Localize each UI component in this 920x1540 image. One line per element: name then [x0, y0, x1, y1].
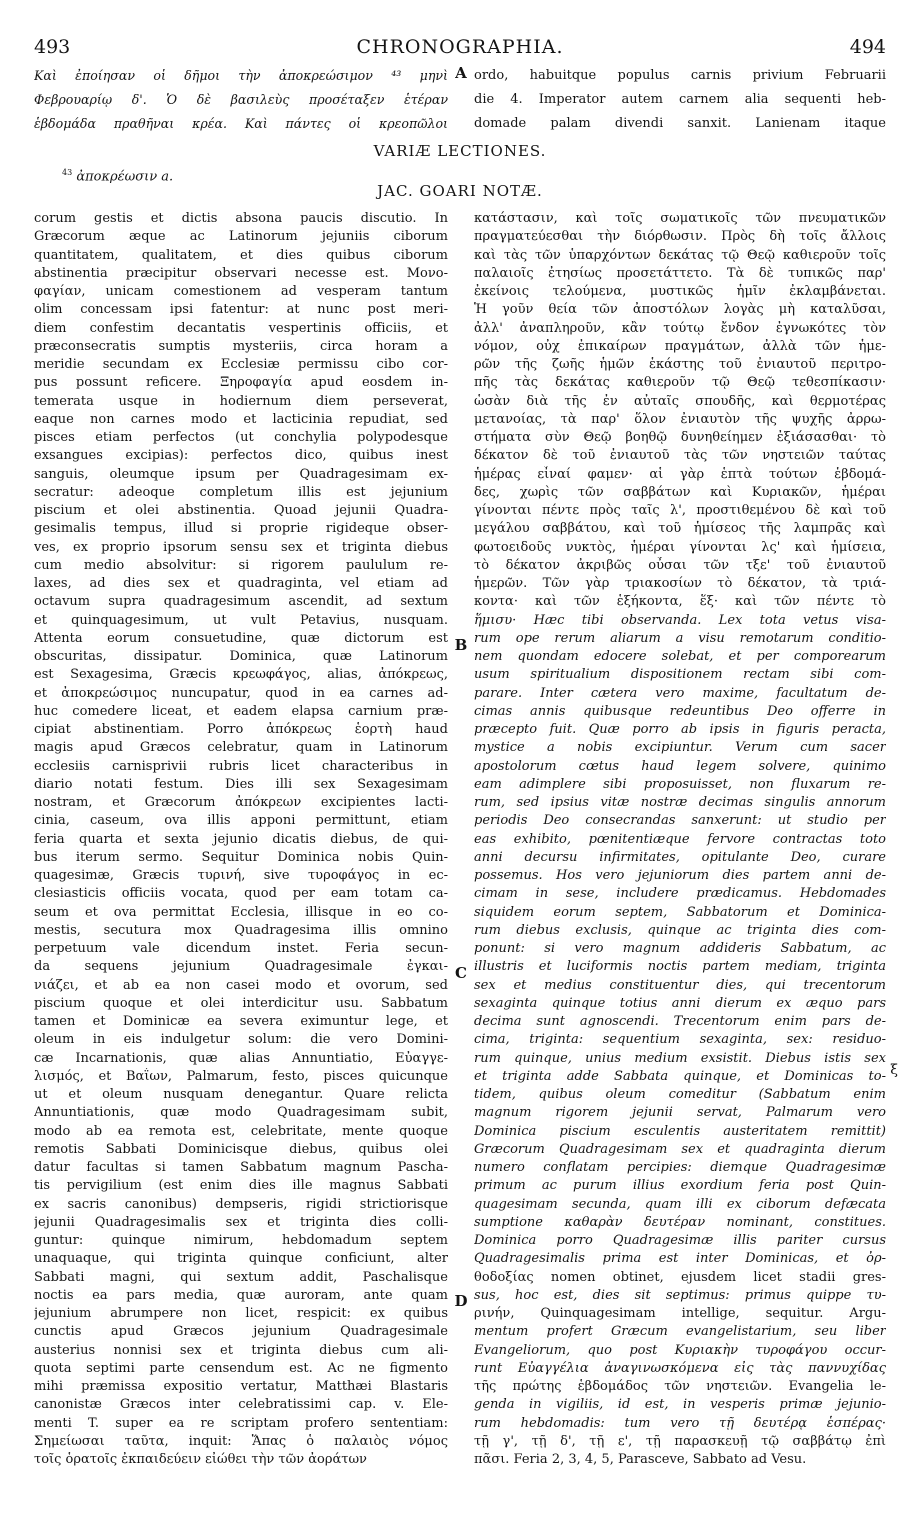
text-line: cæ Incarnationis, quæ alias Annuntiatio, Εὐαγγε-	[34, 1050, 448, 1066]
text-line: meridie secundam ex Ecclesiæ permissu cibo cor-	[34, 357, 448, 372]
text-line: rum diebus exclusis, quinque ac triginta dies com-	[474, 922, 886, 938]
text-line: rum hebdomadis: tum vero τῇ δευτέρᾳ ἑσπέρας·	[474, 1415, 886, 1431]
text-line: πραγματεύεσθαι τὴν διόρθωσιν. Πρὸς δὴ τοῖς ἄλλοις	[474, 229, 886, 245]
text-line: guntur: quinque nimirum, hebdomadum septem	[34, 1233, 448, 1248]
text-line: datur facultas si tamen Sabbatum magnum Pascha-	[34, 1160, 448, 1175]
text-line: ρινήν, Quinquagesimam intellige, sequitur. Argu-	[474, 1306, 886, 1321]
text-line: austerius nonnisi sex et triginta diebus cum ali-	[34, 1342, 448, 1358]
text-line: mihi præmissa expositio vertatur, Matthæi Blastaris	[34, 1379, 448, 1394]
text-line: possemus. Hos vero jejuniorum dies partem anni de-	[474, 868, 886, 883]
text-line: sus, hoc est, dies sit septimus: primus quippe τυ-	[474, 1287, 886, 1303]
text-line: τοῖς ὁρατοῖς ἐκπαιδεύειν εἰώθει τὴν τῶν ἀοράτων	[34, 1452, 367, 1467]
text-line: parare. Inter cætera vero maxime, facultatum de-	[474, 685, 886, 701]
text-line: cimas annis quibusque redeuntibus Deo offerre in	[474, 703, 886, 719]
text-line: abstinentia præcipitur observari necesse est. Μονο-	[34, 265, 448, 281]
text-line: πᾶσι. Feria 2, 3, 4, 5, Parasceve, Sabbato ad Vesu.	[474, 1452, 807, 1467]
text-line: diem confestim decantatis vespertinis officiis, et	[34, 320, 448, 336]
text-line: Evangeliorum, quo post Κυριακὴν τυροφάγου occur-	[474, 1342, 886, 1358]
text-line: runt Εὐαγγέλια ἀναγινωσκόμενα εἰς τὰς παννυχίδας	[474, 1360, 886, 1376]
text-line: δες, χωρὶς τῶν σαββάτων καὶ Κυριακῶν, ἡμέραι	[474, 484, 886, 500]
text-line: ἡμερῶν. Τῶν γὰρ τριακοσίων τὸ δέκατον, τὰ τριά-	[474, 576, 886, 591]
text-line: ἡμέρας εἶναί φαμεν· αἱ γὰρ ἑπτὰ τούτων ἑβδομά-	[474, 466, 886, 482]
main-text	[34, 64, 886, 136]
page-number-right: 494	[849, 36, 886, 58]
variant-note-text: ἀποκρέωσιν a.	[76, 169, 174, 185]
text-line: κατάστασιν, καὶ τοῖς σωματικοῖς τῶν πνευματικῶν	[474, 211, 886, 226]
text-line: γίνονται πέντε πρὸς ταῖς λ', προστιθεμένου δὲ καὶ τοῦ	[474, 503, 886, 518]
text-line: ἐκείνοις τελούμενα, μυστικῶς ἡμῖν ἐκλαμβάνεται.	[474, 284, 886, 299]
text-line: eam adimplere sibi proposuisset, non fluxarum re-	[474, 776, 886, 792]
text-line: perpetuum vale dicendum instet. Feria secun-	[34, 941, 448, 956]
text-line: νόμον, οὐχ ἐπικαίρων πραγμάτων, ἀλλὰ τῶν ἡμε-	[474, 338, 886, 354]
text-line: rum quinque, unius medium exsistit. Diebus istis sex	[474, 1050, 886, 1066]
text-line: est Sexagesima, Græcis κρεωφάγος, alias, ἀπόκρεως,	[34, 667, 448, 683]
text-line: πῆς τὰς δεκάτας καθιεροῦν τῷ Θεῷ τεθεσπίκασιν·	[474, 375, 886, 391]
text-line: cima, triginta: sequentium sexaginta, sex: residuo-	[474, 1032, 886, 1048]
text-line: unaquaque, qui triginta quinque conficiunt, alter	[34, 1251, 448, 1267]
text-line: et ἀποκρεώσιμος nuncupatur, quod in ea carnes ad-	[34, 685, 448, 701]
text-line: Græcorum æque ac Latinorum jejuniis ciborum	[34, 229, 448, 245]
text-line: quagesimæ, Græcis τυρινή, sive τυροφάγος in ec-	[34, 868, 448, 883]
text-line: tidem, quibus oleum comeditur (Sabbatum enim	[474, 1087, 886, 1102]
text-line: ρῶν τῆς ζωῆς ἡμῶν ἑκάστης τοῦ ἐνιαυτοῦ περιτρο-	[474, 357, 886, 372]
text-line: corum gestis et dictis absona paucis discutio. In	[34, 211, 448, 226]
text-line: sumptione καθαρὰν δευτέραν nominant, constitues.	[474, 1214, 886, 1230]
text-line: ut et oleum nusquam denegantur. Quare relicta	[34, 1087, 448, 1102]
text-line: κοντα· καὶ τῶν ἑξήκοντα, ἕξ· καὶ τῶν πέντε τὸ	[474, 594, 886, 610]
text-line: nostram, et Græcorum ἀπόκρεων excipientes lacti-	[34, 795, 448, 810]
text-line: Σημείωσαι ταῦτα, inquit: Ἅπας ὁ παλαιὸς νόμος	[34, 1433, 448, 1449]
text-line: eaque non carnes modo et lacticinia repudiat, sed	[34, 411, 448, 427]
text-line: exsangues excipias): perfectos dico, quibus inest	[34, 448, 448, 464]
text-line: cum medio absolvitur: si rigorem paululum re-	[34, 557, 448, 573]
text-line: oleum in eis indulgetur solum: die vero Domini-	[34, 1032, 448, 1048]
text-line: θοδοξίας nomen obtinet, ejusdem licet stadii gres-	[474, 1269, 886, 1285]
text-line: mystice a nobis excipiuntur. Verum cum sacer	[474, 740, 886, 756]
text-line: periodis Deo consecrandas sanxerunt: ut studio per	[474, 813, 886, 829]
text-line: cipiat abstinentiam. Porro ἀπόκρεως ἑορτὴ haud	[34, 722, 448, 737]
text-line: numero conflatam percipies: diemque Quadragesimæ	[474, 1160, 886, 1175]
text-line: remotis Sabbati Dominicisque diebus, quibus olei	[34, 1141, 448, 1157]
running-header	[34, 34, 886, 60]
text-line: ἑβδομάδα πραθῆναι κρέα. Καὶ πάντες οἱ κρεοπῶλοι	[34, 116, 448, 131]
latin-main-text	[474, 64, 886, 136]
text-line: secratur: adeoque completum illis est jejunium	[34, 484, 448, 500]
column-marker-a: A	[455, 64, 467, 82]
column-marker-c: C	[455, 964, 467, 982]
text-line: pus possunt reficere. Ξηροφαγία apud eosdem in-	[34, 375, 448, 391]
text-line: anni decursu infirmitates, opitulante Deo, curare	[474, 849, 886, 865]
text-line: Dominica porro Quadragesimæ illis pariter cursus	[474, 1233, 886, 1248]
text-line: ecclesiis carnisprivii rubris licet characteribus in	[34, 758, 448, 774]
greek-main-text	[34, 64, 448, 136]
text-line: νιάζει, et ab ea non casei modo et ovorum, sed	[34, 977, 448, 993]
text-line: sex et medius constituentur dies, qui trecentorum	[474, 977, 886, 993]
margin-mark: ξ	[890, 1062, 898, 1078]
text-line: καὶ τὰς τῶν ὑπαρχόντων δεκάτας τῷ Θεῷ καθιεροῦν τοῖς	[474, 247, 886, 263]
page-number-left: 493	[34, 36, 71, 58]
text-line: tis pervigilium (est enim dies ille magnus Sabbati	[34, 1178, 448, 1194]
text-line: φωτοειδοῦς νυκτὸς, ἡμέραι γίνονται λς' καὶ ἡμίσεια,	[474, 539, 886, 555]
text-line: ordo, habuitque populus carnis privium Februarii	[474, 68, 886, 83]
text-line: λισμός, et Βαΐων, Palmarum, festo, pisces quicunque	[34, 1068, 448, 1084]
text-line: temerata usque in hodiernum diem perseverat,	[34, 393, 448, 409]
text-line: Græcorum Quadragesimam sex et quadraginta dierum	[474, 1141, 886, 1157]
text-line: Attenta eorum consuetudine, quæ dictorum est	[34, 630, 448, 646]
text-line: cunctis apud Græcos jejunium Quadragesimale	[34, 1324, 448, 1340]
text-line: mestis, secutura mox Quadragesima illis omnino	[34, 922, 448, 938]
text-line: domade palam divendi sanxit. Lanienam itaque	[474, 116, 886, 131]
text-line: bus iterum sermo. Sequitur Dominica nobis Quin-	[34, 849, 448, 865]
text-line: eas exhibito, pœnitentiæque fervore contractas toto	[474, 831, 886, 847]
variant-readings-heading: VARIÆ LECTIONES.	[373, 142, 547, 160]
text-line: ponunt: si vero magnum addideris Sabbatum, ac	[474, 941, 886, 956]
variant-note-number: 43	[62, 168, 73, 177]
text-line: modo ab ea remota est, celebritate, mente quoque	[34, 1123, 448, 1139]
text-line: octavum supra quadragesimum ascendit, ad sextum	[34, 594, 448, 610]
text-line: primum ac purum illius exordium feria post Quin-	[474, 1178, 886, 1194]
text-line: quagesimam secunda, quam illi ex ciborum defæcata	[474, 1196, 886, 1212]
text-line: sanguis, oleumque ipsum per Quadragesimam ex-	[34, 466, 448, 482]
notes-heading: JAC. GOARI NOTÆ.	[377, 182, 543, 200]
text-line: rum ope rerum aliarum a visu remotarum conditio-	[474, 630, 886, 646]
text-line: diario notati festum. Dies illi sex Sexagesimam	[34, 776, 448, 792]
text-line: cinia, caseum, ova illis apponi permittunt, etiam	[34, 813, 448, 829]
column-marker-b: B	[454, 636, 468, 654]
text-line: piscium et olei abstinentia. Quoad jejunii Quadra-	[34, 503, 448, 518]
text-line: ἥμισυ· Hæc tibi observanda. Lex tota vetus visa-	[474, 612, 886, 628]
text-line: μεγάλου σαββάτου, καὶ τοῦ ἡμίσεος τῆς λαμπρᾶς καὶ	[474, 521, 886, 537]
text-line: piscium quoque et olei interdicitur usu. Sabbatum	[34, 995, 448, 1011]
text-line: olim concessam ipsi fatentur: at nunc post meri-	[34, 302, 448, 318]
text-line: genda in vigiliis, id est, in vesperis primæ jejunio-	[474, 1397, 886, 1413]
text-line: pisces etiam perfectos (ut conchylia polypodesque	[34, 430, 448, 445]
text-line: μετανοίας, τὰ παρ' ὅλον ἐνιαυτὸν τῆς ψυχῆς ἀρρω-	[474, 411, 886, 427]
text-line: φαγίαν, unicam comestionem ad vesperam tantum	[34, 284, 448, 299]
text-line: Annuntiationis, quæ modo Quadragesimam subit,	[34, 1105, 448, 1121]
text-line: et triginta adde Sabbata quinque, et Dominicas to-	[474, 1068, 886, 1084]
text-line: rum, sed ipsius vitæ nostræ decimas singulis annorum	[474, 795, 886, 810]
text-line: huc comedere liceat, et eadem elapsa carnium præ-	[34, 703, 448, 719]
notes-left-column	[34, 210, 448, 1469]
text-line: apostolorum cœtus haud legem solvere, quinimo	[474, 758, 886, 774]
text-line: Sabbati magni, qui sextum addit, Paschalisque	[34, 1269, 448, 1285]
text-line: præconsecratis sumptis mysteriis, circa horam a	[34, 338, 448, 354]
text-line: nem quondam edocere solebat, et per comporearum	[474, 649, 886, 664]
text-line: obscuritas, dissipatur. Dominica, quæ Latinorum	[34, 649, 448, 664]
text-line: δέκατον δὲ τοῦ ἐνιαυτοῦ τὰς τῶν νηστειῶν ταύτας	[474, 448, 886, 464]
text-line: τῆς πρώτης ἑβδομάδος τῶν νηστειῶν. Evangelia le-	[474, 1379, 886, 1394]
text-line: Dominica piscium esculentis austeritatem remittit)	[474, 1123, 886, 1139]
text-line: menti T. super ea re scriptam profero sententiam:	[34, 1415, 448, 1431]
text-line: tamen et Dominicæ ea severa eximuntur lege, et	[34, 1014, 448, 1029]
text-line: παλαιοῖς ἐτησίως προσετάττετο. Τὰ δὲ τυπικῶς παρ'	[474, 265, 886, 281]
text-line: Καὶ ἐποίησαν οἱ δῆμοι τὴν ἀποκρεώσιμον ⁴³ μηνὶ	[34, 68, 448, 83]
text-line: jejunii Quadragesimalis sex et triginta dies colli-	[34, 1214, 448, 1230]
text-line: jejunium abrumpere non licet, respicit: ex quibus	[34, 1306, 448, 1321]
text-line: quantitatem, qualitatem, et dies quibus ciborum	[34, 247, 448, 263]
text-line: præcepto fuit. Quæ porro ab ipsis in figuris peracta,	[474, 722, 886, 737]
text-line: Φεβρουαρίῳ δ'. Ὁ δὲ βασιλεὺς προσέταξεν ἑτέραν	[34, 92, 448, 107]
text-line: quota septimi parte censendum est. Ac ne figmento	[34, 1360, 448, 1376]
text-line: die 4. Imperator autem carnem alia sequenti heb-	[474, 92, 886, 107]
text-line: ex sacris canonibus) dempseris, rigidi strictiorisque	[34, 1196, 448, 1212]
text-line: seum et ova permittat Ecclesia, illisque in eo co-	[34, 904, 448, 920]
text-line: usum spiritualium dispositionem rectam sibi com-	[474, 667, 886, 683]
text-line: ὡσὰν διὰ τῆς ἐν αὐταῖς σπουδῆς, καὶ θερμοτέρας	[474, 393, 886, 409]
text-line: laxes, ad dies sex et quadraginta, vel etiam ad	[34, 576, 448, 591]
text-line: Ἡ γοῦν θεία τῶν ἀποστόλων λογὰς μὴ καταλῦσαι,	[474, 302, 886, 318]
text-line: ἀλλ' ἀναπληροῦν, κἂν τούτῳ ἔνδον ἐγνωκότες τὸν	[474, 320, 886, 336]
text-line: magnum rigorem jejunii servat, Palmarum vero	[474, 1105, 886, 1121]
text-line: da sequens jejunium Quadragesimale ἐγκαι-	[34, 959, 448, 975]
text-line: magis apud Græcos celebratur, quam in Latinorum	[34, 740, 448, 756]
text-line: στήματα σὺν Θεῷ βοηθῷ δυνηθείημεν ἐξιάσασθαι· τὸ	[474, 430, 886, 445]
text-line: τὸ δέκατον ἀκριβῶς οὖσαι τῶν τξε' τοῦ ἐνιαυτοῦ	[474, 557, 886, 573]
text-line: ves, ex proprio ipsorum sensu sex et triginta diebus	[34, 539, 448, 555]
text-line: cimam in sese, includere prædicamus. Hebdomades	[474, 886, 886, 902]
text-line: feria quarta et sexta jejunio dicatis diebus, de qui-	[34, 831, 448, 847]
text-line: noctis ea pars media, quæ auroram, ante quam	[34, 1287, 448, 1303]
text-line: Quadragesimalis prima est inter Dominicas, et ὀρ-	[474, 1251, 886, 1267]
text-line: et quinquagesimum, ut vult Petavius, nusquam.	[34, 612, 448, 628]
text-line: illustris et luciformis noctis partem mediam, triginta	[474, 959, 886, 975]
notes-right-column	[474, 210, 886, 1469]
text-line: siquidem eorum septem, Sabbatorum et Dominica-	[474, 904, 886, 920]
text-line: sexaginta quinque totius anni dierum ex æquo pars	[474, 995, 886, 1011]
running-title: CHRONOGRAPHIA.	[356, 36, 564, 58]
text-line: canonistæ Græcos inter celebratissimi cap. v. Ele-	[34, 1397, 448, 1413]
text-line: clesiasticis officiis vocata, quod per eam totam ca-	[34, 886, 448, 902]
text-line: τῇ γ', τῇ δ', τῇ ε', τῇ παρασκευῇ τῷ σαββάτῳ ἐπὶ	[474, 1433, 886, 1449]
text-line: gesimalis tempus, illud si proprie rigideque obser-	[34, 521, 448, 537]
text-line: decima sunt agnoscendi. Trecentorum enim pars de-	[474, 1014, 886, 1029]
column-marker-d: D	[454, 1292, 468, 1310]
commentary-notes	[34, 210, 886, 1516]
text-line: mentum profert Græcum evangelistarium, seu liber	[474, 1324, 886, 1340]
